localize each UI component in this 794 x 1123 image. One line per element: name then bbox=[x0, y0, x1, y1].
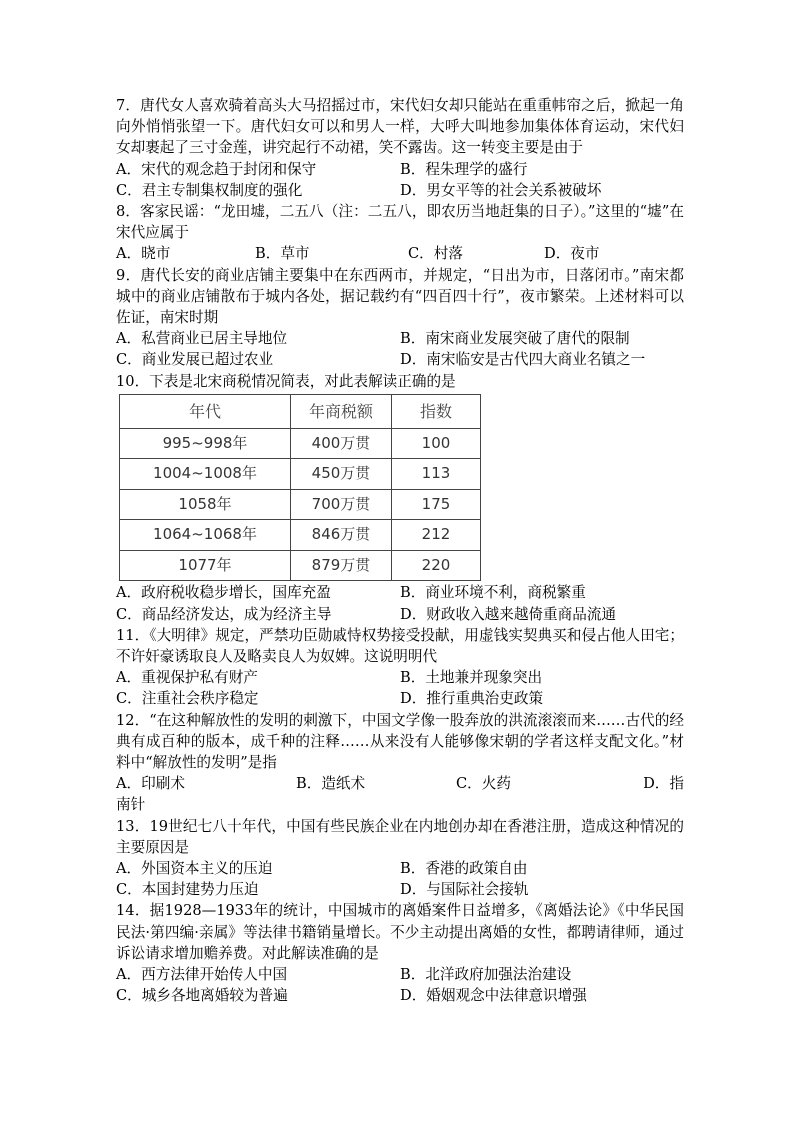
question-10-option-c[interactable]: C．商品经济发达，成为经济主导 bbox=[116, 605, 332, 623]
table-cell-index: 100 bbox=[392, 428, 481, 459]
question-8-option-a[interactable]: A．晓市 bbox=[116, 245, 171, 263]
table-cell-tax: 400万贯 bbox=[291, 428, 392, 459]
question-13-option-a[interactable]: A．外国资本主义的压迫 bbox=[116, 859, 273, 877]
question-11 bbox=[116, 625, 684, 710]
question-7-option-d[interactable]: D．男女平等的社会关系被破坏 bbox=[400, 181, 602, 199]
table-row bbox=[120, 520, 481, 551]
table-cell-index: 212 bbox=[392, 520, 481, 551]
question-10-option-b[interactable]: B．商业环境不利，商税繁重 bbox=[400, 584, 586, 602]
question-8-option-b[interactable]: B．草市 bbox=[255, 245, 310, 263]
question-11-option-a[interactable]: A．重视保护私有财产 bbox=[116, 669, 258, 687]
table-cell-era: 995~998年 bbox=[120, 428, 291, 459]
table-cell-tax: 846万贯 bbox=[291, 520, 392, 551]
table-cell-index: 220 bbox=[392, 550, 481, 581]
table-header-tax: 年商税额 bbox=[291, 394, 392, 428]
question-13-stem: 13．19世纪七八十年代，中国有些民族企业在内地创办却在香港注册，造成这种情况的主要原因是 bbox=[116, 817, 684, 856]
question-11-stem: 11．《大明律》规定，严禁功臣勋戚恃权势接受投献，用虚钱实契典买和侵占他人田宅；不许奸豪诱取良人及略卖良人为奴婢。这说明明代 bbox=[116, 626, 684, 665]
table-header-row bbox=[120, 394, 481, 428]
question-11-options bbox=[116, 667, 684, 709]
question-7-stem: 7．唐代女人喜欢骑着高头大马招摇过市，宋代妇女却只能站在重重帏帘之后，掀起一角向外悄悄张望一下。唐代妇女可以和男人一样，大呼大叫地参加集体体育运动，宋代妇女却裹起了三寸金莲，讲究起行不动裙，笑不露齿。这一转变主要是由于 bbox=[116, 97, 684, 157]
question-12-option-a[interactable]: A．印刷术 bbox=[116, 775, 185, 793]
table-cell-tax: 879万贯 bbox=[291, 550, 392, 581]
question-13-option-b[interactable]: B．香港的政策自由 bbox=[400, 859, 528, 877]
question-9-stem: 9．唐代长安的商业店铺主要集中在东西两市，并规定，“日出为市，日落闭市。”南宋都城中的商业店铺散布于城内各处，据记载约有“四百四十行”，夜市繁荣。上述材料可以佐证，南宋时期 bbox=[116, 266, 684, 327]
question-10 bbox=[116, 371, 684, 625]
table-cell-tax: 700万贯 bbox=[291, 489, 392, 520]
question-8-option-d[interactable]: D．夜市 bbox=[544, 245, 600, 263]
question-14-option-c[interactable]: C．城乡各地离婚较为普遍 bbox=[116, 987, 288, 1005]
question-12-option-c[interactable]: C．火药 bbox=[456, 775, 511, 793]
table-header-index: 指数 bbox=[392, 394, 481, 428]
question-14-options bbox=[116, 964, 684, 1006]
question-7-option-b[interactable]: B．程朱理学的盛行 bbox=[400, 160, 528, 178]
question-9 bbox=[116, 265, 684, 371]
question-11-option-d[interactable]: D．推行重典治吏政策 bbox=[400, 690, 544, 708]
question-8-stem: 8．客家民谣：“龙田墟，二五八（注：二五八，即农历当地赶集的日子）。”这里的“墟”在宋代应属于 bbox=[116, 203, 684, 242]
table-cell-era: 1064~1068年 bbox=[120, 520, 291, 551]
question-13-options bbox=[116, 858, 684, 900]
question-9-option-a[interactable]: A．私营商业已居主导地位 bbox=[116, 330, 288, 348]
table-cell-index: 175 bbox=[392, 489, 481, 520]
table-row bbox=[120, 489, 481, 520]
commerce-tax-table bbox=[119, 394, 481, 582]
question-7-option-a[interactable]: A．宋代的观念趋于封闭和保守 bbox=[116, 160, 317, 178]
question-13-option-c[interactable]: C．本国封建势力压迫 bbox=[116, 881, 259, 899]
table-cell-era: 1004~1008年 bbox=[120, 459, 291, 490]
question-9-options bbox=[116, 328, 684, 370]
table-cell-era: 1077年 bbox=[120, 550, 291, 581]
question-12-stem: 12．“在这种解放性的发明的刺激下，中国文学像一股奔放的洪流滚滚而来……古代的经典有成百种的版本，成千种的注释……从来没有人能够像宋朝的学者这样支配文化。”材料中“解放性的发明”是指 bbox=[116, 711, 684, 771]
table-header-era: 年代 bbox=[120, 394, 291, 428]
question-9-option-c[interactable]: C．商业发展已超过农业 bbox=[116, 351, 274, 369]
question-11-option-c[interactable]: C．注重社会秩序稳定 bbox=[116, 690, 259, 708]
question-12-option-b[interactable]: B．造纸术 bbox=[296, 775, 366, 793]
table-cell-era: 1058年 bbox=[120, 489, 291, 520]
question-10-option-a[interactable]: A．政府税收稳步增长，国库充盈 bbox=[116, 584, 331, 602]
table-row bbox=[120, 459, 481, 490]
question-14 bbox=[116, 900, 684, 1006]
question-7 bbox=[116, 95, 684, 201]
question-8-option-c[interactable]: C．村落 bbox=[408, 245, 463, 263]
question-12-options bbox=[116, 773, 684, 794]
question-7-options bbox=[116, 159, 684, 201]
question-10-option-d[interactable]: D．财政收入越来越倚重商品流通 bbox=[400, 605, 617, 623]
question-list bbox=[116, 95, 684, 1006]
table-row bbox=[120, 428, 481, 459]
question-12-option-d-continued: 南针 bbox=[116, 796, 146, 814]
question-12 bbox=[116, 710, 684, 816]
table-cell-index: 113 bbox=[392, 459, 481, 490]
question-11-option-b[interactable]: B．土地兼并现象突出 bbox=[400, 669, 543, 687]
question-14-option-a[interactable]: A．西方法律开始传人中国 bbox=[116, 966, 288, 983]
question-10-stem: 10．下表是北宋商税情况简表，对此表解读正确的是 bbox=[116, 372, 456, 390]
question-12-option-d[interactable]: D．指 bbox=[643, 775, 684, 793]
question-14-option-d[interactable]: D．婚姻观念中法律意识增强 bbox=[400, 987, 587, 1005]
question-9-option-d[interactable]: D．南宋临安是古代四大商业名镇之一 bbox=[400, 351, 646, 369]
question-10-options bbox=[116, 582, 684, 624]
question-9-option-b[interactable]: B．南宋商业发展突破了唐代的限制 bbox=[400, 330, 630, 348]
question-14-stem: 14．据1928—1933年的统计，中国城市的离婚案件日益增多，《离婚法论》《中华民国民法·第四编·亲属》等法律书籍销量增长。不少主动提出离婚的女性，都聘请律师，通过诉讼请求增加赡养费。对此解读准确的是 bbox=[116, 902, 684, 962]
question-14-option-b[interactable]: B．北洋政府加强法治建设 bbox=[400, 966, 572, 983]
question-8 bbox=[116, 201, 684, 265]
question-13-option-d[interactable]: D．与国际社会接轨 bbox=[400, 881, 529, 899]
table-row bbox=[120, 550, 481, 581]
question-7-option-c[interactable]: C．君主专制集权制度的强化 bbox=[116, 181, 303, 199]
table-cell-tax: 450万贯 bbox=[291, 459, 392, 490]
question-13 bbox=[116, 816, 684, 901]
question-8-options bbox=[116, 243, 684, 264]
